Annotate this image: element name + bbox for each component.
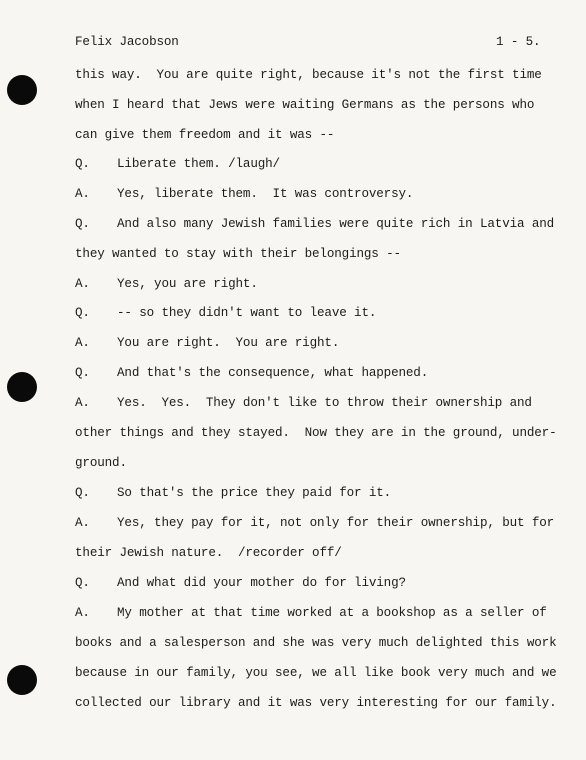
header-name: Felix Jacobson	[75, 35, 179, 49]
line-text: So that's the price they paid for it.	[117, 486, 392, 500]
question-line	[75, 366, 428, 380]
text-line: other things and they stayed. Now they are in the ground, under-	[75, 426, 557, 440]
speaker-label: A.	[75, 187, 90, 201]
question-line	[75, 576, 406, 590]
answer-line	[75, 187, 413, 201]
line-text: And what did your mother do for living?	[117, 576, 406, 590]
punch-hole	[7, 372, 37, 402]
speaker-label: A.	[75, 277, 90, 291]
speaker-label: Q.	[75, 306, 90, 320]
question-line	[75, 306, 376, 320]
line-text: And that's the consequence, what happened.	[117, 366, 429, 380]
line-text: Liberate them. /laugh/	[117, 157, 280, 171]
answer-line	[75, 396, 532, 410]
text-line: their Jewish nature. /recorder off/	[75, 546, 342, 560]
speaker-label: A.	[75, 516, 90, 530]
page-number: 1 - 5.	[496, 35, 541, 49]
speaker-label: A.	[75, 606, 90, 620]
text-line: when I heard that Jews were waiting Germans as the persons who	[75, 98, 535, 112]
text-line: ground.	[75, 456, 127, 470]
answer-line	[75, 277, 258, 291]
punch-hole	[7, 665, 37, 695]
speaker-label: Q.	[75, 157, 90, 171]
line-text: Yes, they pay for it, not only for their ownership, but for	[117, 516, 555, 530]
line-text: Yes. Yes. They don't like to throw their ownership and	[117, 396, 532, 410]
text-line: because in our family, you see, we all like book very much and we	[75, 666, 557, 680]
text-line: can give them freedom and it was --	[75, 128, 335, 142]
line-text: Yes, you are right.	[117, 277, 258, 291]
speaker-label: Q.	[75, 486, 90, 500]
speaker-label: Q.	[75, 366, 90, 380]
line-text: Yes, liberate them. It was controversy.	[117, 187, 414, 201]
text-line: books and a salesperson and she was very much delighted this work	[75, 636, 557, 650]
line-text: You are right. You are right.	[117, 336, 340, 350]
answer-line	[75, 516, 554, 530]
text-line: they wanted to stay with their belongings --	[75, 247, 401, 261]
punch-hole	[7, 75, 37, 105]
speaker-label: A.	[75, 396, 90, 410]
text-line: collected our library and it was very interesting for our family.	[75, 696, 557, 710]
text-line: this way. You are quite right, because it's not the first time	[75, 68, 542, 82]
question-line	[75, 486, 391, 500]
line-text: My mother at that time worked at a bookshop as a seller of	[117, 606, 547, 620]
speaker-label: Q.	[75, 217, 90, 231]
answer-line	[75, 606, 547, 620]
question-line	[75, 157, 280, 171]
question-line	[75, 217, 554, 231]
speaker-label: Q.	[75, 576, 90, 590]
speaker-label: A.	[75, 336, 90, 350]
answer-line	[75, 336, 339, 350]
line-text: -- so they didn't want to leave it.	[117, 306, 377, 320]
line-text: And also many Jewish families were quite rich in Latvia and	[117, 217, 555, 231]
